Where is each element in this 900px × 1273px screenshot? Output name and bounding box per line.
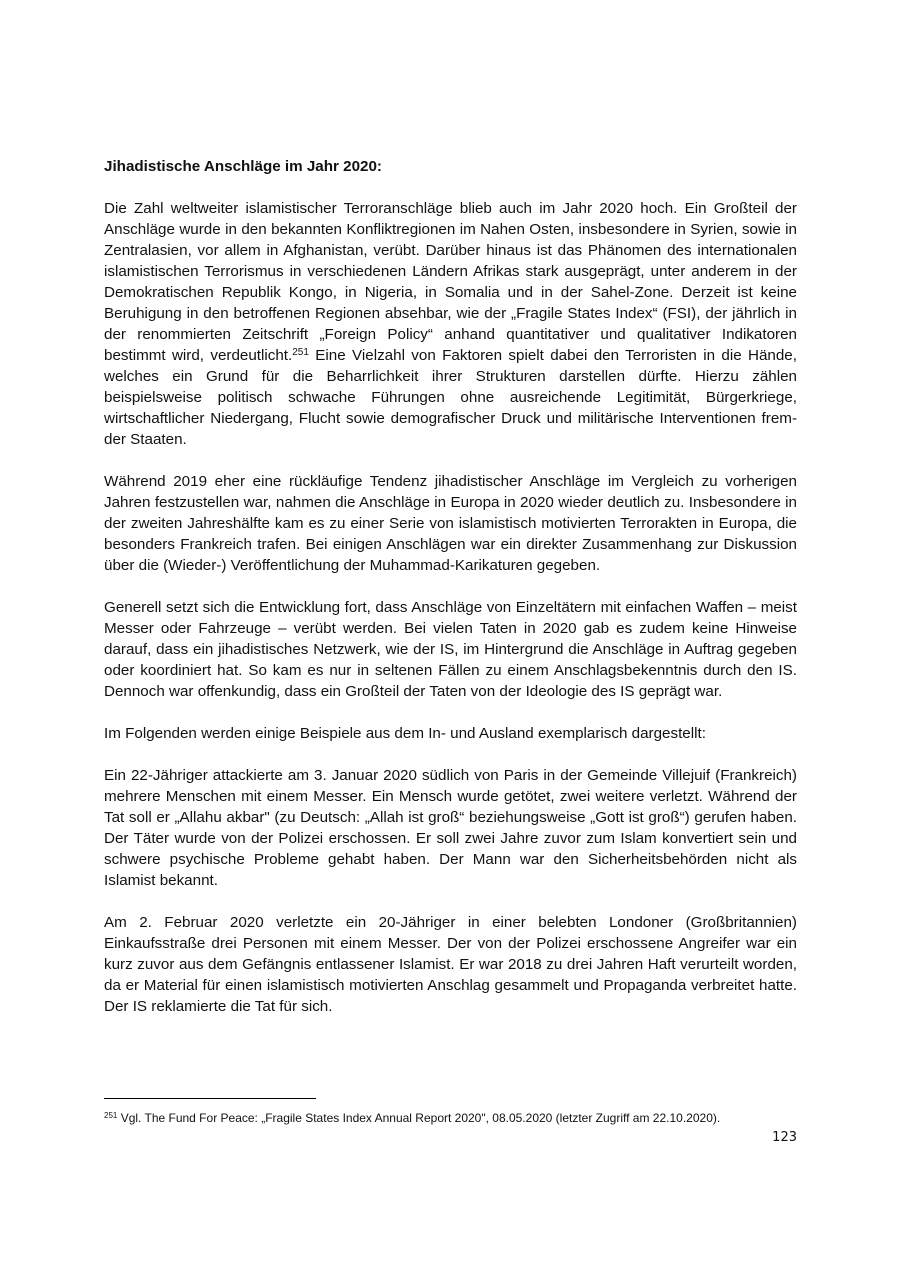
paragraph-5: Ein 22-Jähriger attackierte am 3. Januar 2020 südlich von Paris in der Gemeinde Villejuif (Frankreich) mehrere Menschen mit einem Messer. Ein Mensch wurde getötet, zwei weitere verletzt. Während der Tat soll er „Allahu akbar" (zu Deutsch: „Allah ist groß“ beziehungsweise „Gott ist groß“) gerufen haben. Der Täter wurde von der Polizei erschossen. Er soll zwei Jahre zuvor zum Islam konvertiert sein und schwere psychische Probleme gehabt haben. Der Mann war den Sicherheitsbehörden nicht als Islamist bekannt. [104,767,797,889]
paragraph-1 [104,198,797,450]
footnote-number: 251 [104,1111,118,1120]
page-number: 123 [772,1130,797,1145]
paragraph-1-text: Die Zahl weltweiter islamistischer Terroranschläge blieb auch im Jahr 2020 hoch. Ein Großteil der Anschläge wurde in den bekannten Konfliktregionen im Nahen Osten, insbesondere in Syrien, sowie in Zentralasien, vor allem in Afghanistan, verübt. Darüber hinaus ist das Phänomen des internationalen islamistischen Terrorismus in verschiedenen Ländern Afrikas stark ausgeprägt, unter anderem in der Demokratischen Republik Kongo, in Nigeria, in Somalia und in der Sahel-Zone. Derzeit ist keine Beruhigung in den betroffenen Regionen absehbar, wie der „Fragile States Index“ (FSI), der jährlich in der renommierten Zeitschrift „Foreign Policy“ anhand quantitativer und qualitativer Indikatoren bestimmt wird, verdeutlicht. [104,200,797,364]
paragraph-2: Während 2019 eher eine rückläufige Tendenz jihadistischer Anschläge im Vergleich zu vorherigen Jahren festzustellen war, nahmen die Anschläge in Europa in 2020 wieder deutlich zu. Insbesondere in der zweiten Jahreshälfte kam es zu einer Serie von islamistisch motivierten Terrorakten in Europa, die besonders Frankreich trafen. Bei einigen Anschlägen war ein direkter Zusammenhang zur Diskussion über die (Wieder-) Veröffentlichung der Muhammad-Karikaturen gegeben. [104,473,797,574]
page-content [104,156,797,1038]
paragraph-6: Am 2. Februar 2020 verletzte ein 20-Jähriger in einer belebten Londoner (Großbritannien) Einkaufsstraße drei Personen mit einem Messer. Der von der Polizei erschossene Angreifer war ein kurz zuvor aus dem Gefängnis entlassener Islamist. Er war 2018 zu drei Jahren Haft verurteilt worden, da er Material für einen islamistisch motivierten Anschlag gesammelt und Propaganda verbreitet hatte. Der IS reklamierte die Tat für sich. [104,914,797,1015]
paragraph-3: Generell setzt sich die Entwicklung fort, dass Anschläge von Einzeltätern mit einfachen Waffen – meist Messer oder Fahrzeuge – verübt werden. Bei vielen Taten in 2020 gab es zudem keine Hinweise darauf, dass ein jihadistisches Netzwerk, wie der IS, im Hintergrund die Anschläge in Auftrag gegeben oder koordiniert hat. So kam es nur in seltenen Fällen zu einem Anschlagsbekenntnis durch den IS. Dennoch war offenkundig, dass ein Großteil der Taten von der Ideologie des IS geprägt war. [104,599,797,700]
section-heading: Jihadistische Anschläge im Jahr 2020: [104,158,382,175]
paragraph-1-text-continued: Eine Vielzahl von Faktoren spielt dabei den Terroristen in die Hände, welches ein Grund für die Beharrlichkeit ihrer Strukturen darstellen dürfte. Hierzu zählen beispielsweise politisch schwache Führungen ohne ausreichende Legitimität, Bürgerkriege, wirtschaftlicher Niedergang, Flucht sowie demografischer Druck und militärische Interventionen fremder Staaten. [104,347,797,448]
footnote [104,1110,797,1126]
footnote-text: Vgl. The Fund For Peace: „Fragile States Index Annual Report 2020", 08.05.2020 (letzter Zugriff am 22.10.2020). [117,1111,721,1125]
paragraph-4: Im Folgenden werden einige Beispiele aus dem In- und Ausland exemplarisch dargestellt: [104,725,706,742]
footnote-reference: 251 [292,347,309,358]
footnote-separator [104,1098,316,1099]
